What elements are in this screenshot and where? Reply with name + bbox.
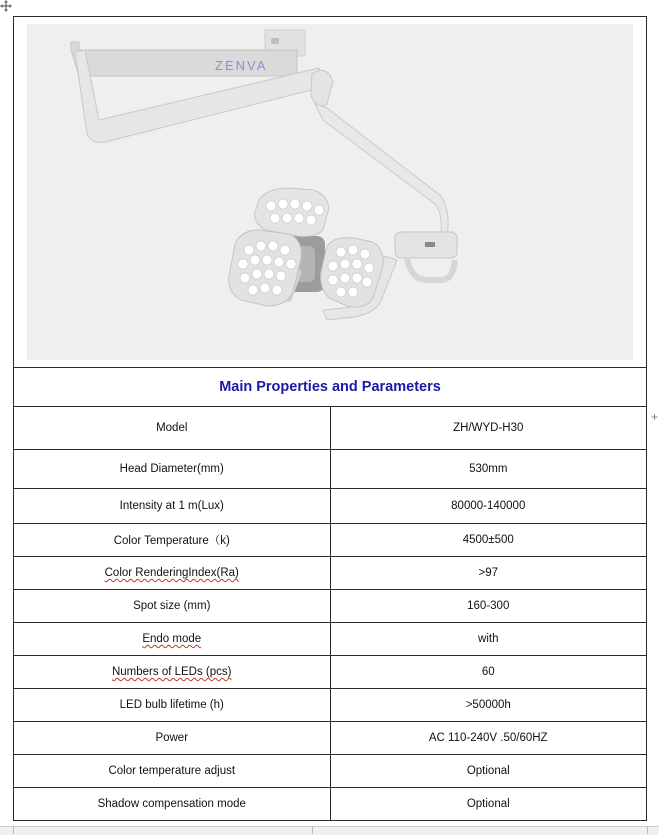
table-row — [14, 689, 647, 722]
param-label: Spot size (mm) — [14, 590, 331, 623]
param-value: with — [330, 623, 647, 656]
product-image-cell — [14, 17, 647, 368]
param-label: Model — [14, 407, 331, 450]
param-value: 530mm — [330, 450, 647, 489]
param-label: LED bulb lifetime (h) — [14, 689, 331, 722]
param-value: >50000h — [330, 689, 647, 722]
param-value: 4500±500 — [330, 524, 647, 557]
move-icon — [0, 0, 12, 12]
param-value: Optional — [330, 755, 647, 788]
table-row — [14, 407, 647, 450]
param-value: 160-300 — [330, 590, 647, 623]
param-label — [14, 623, 331, 656]
param-value: 80000-140000 — [330, 489, 647, 524]
section-title: Main Properties and Parameters — [219, 379, 441, 395]
table-row — [14, 656, 647, 689]
column-marker[interactable] — [13, 826, 14, 834]
param-label: Color temperature adjust — [14, 755, 331, 788]
param-value: Optional — [330, 788, 647, 821]
table-row — [14, 722, 647, 755]
table-row — [14, 489, 647, 524]
column-marker[interactable] — [312, 826, 313, 834]
param-label — [14, 557, 331, 590]
table-row — [14, 590, 647, 623]
table-row — [14, 557, 647, 590]
param-value: >97 — [330, 557, 647, 590]
plus-icon[interactable]: + — [651, 410, 659, 424]
table-row — [14, 450, 647, 489]
table-move-handle[interactable] — [0, 0, 12, 12]
param-label-text: Numbers of LEDs (pcs) — [111, 666, 232, 678]
param-value: ZH/WYD-H30 — [330, 407, 647, 450]
param-label: Color Temperature（k) — [14, 524, 331, 557]
param-label — [14, 656, 331, 689]
param-label: Shadow compensation mode — [14, 788, 331, 821]
param-value: 60 — [330, 656, 647, 689]
param-label-text: Color RenderingIndex(Ra) — [104, 567, 239, 579]
brand-label: ZENVA — [215, 58, 268, 73]
param-label: Intensity at 1 m(Lux) — [14, 489, 331, 524]
parameters-table — [13, 16, 647, 821]
table-row — [14, 788, 647, 821]
table-row — [14, 755, 647, 788]
section-title-cell — [14, 368, 647, 407]
param-label-text: Endo mode — [142, 633, 202, 645]
surgical-light-image — [27, 24, 633, 360]
param-value: AC 110-240V .50/60HZ — [330, 722, 647, 755]
table-row — [14, 623, 647, 656]
param-label: Power — [14, 722, 331, 755]
column-marker[interactable] — [647, 826, 648, 834]
param-label: Head Diameter(mm) — [14, 450, 331, 489]
table-row — [14, 524, 647, 557]
